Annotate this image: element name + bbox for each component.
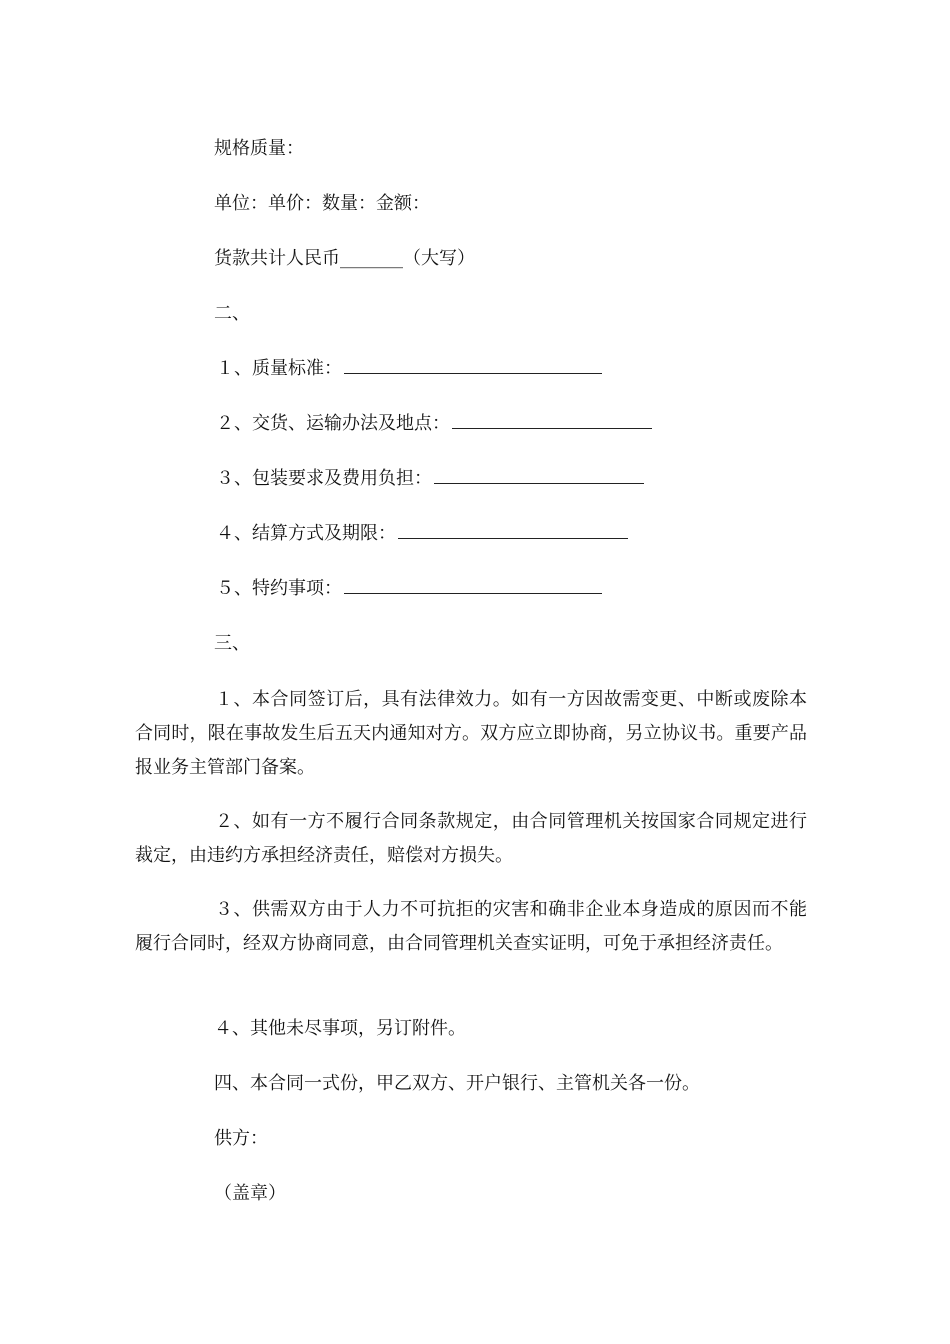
packaging-line xyxy=(214,467,644,491)
total-amount-prefix: 货款共计人民币 xyxy=(214,248,340,269)
total-amount-suffix: （大写） xyxy=(403,248,475,269)
unit-price-quantity-amount-label: 单位：单价：数量：金额： xyxy=(214,193,430,214)
total-amount-line xyxy=(214,247,475,271)
special-terms-line xyxy=(214,577,602,601)
settlement-blank xyxy=(398,522,628,539)
seal-label: （盖章） xyxy=(214,1183,286,1204)
delivery-method-blank xyxy=(452,412,652,429)
settlement-line xyxy=(214,522,628,546)
item-number: ５ xyxy=(216,578,234,599)
clause-paragraph: １、本合同签订后，具有法律效力。如有一方因故需变更、中断或废除本合同时，限在事故发生后五天内通知对方。双方应立即协商，另立协议书。重要产品报业务主管部门备案。 xyxy=(135,689,807,778)
packaging-blank xyxy=(434,467,644,484)
quality-standard-label: 、质量标准： xyxy=(234,358,342,379)
section-four-text: 四、本合同一式份，甲乙双方、开户银行、主管机关各一份。 xyxy=(214,1073,700,1094)
clause-paragraph: ２、如有一方不履行合同条款规定，由合同管理机关按国家合同规定进行裁定，由违约方承担经济责任，赔偿对方损失。 xyxy=(135,811,807,866)
clause-paragraph: ３、供需双方由于人力不可抗拒的灾害和确非企业本身造成的原因而不能履行合同时，经双方协商同意，由合同管理机关查实证明，可免于承担经济责任。 xyxy=(135,899,807,954)
item-number: ４ xyxy=(216,523,234,544)
section-three-heading: 三、 xyxy=(214,633,250,654)
delivery-method-line xyxy=(214,412,652,436)
item-number: ２ xyxy=(216,413,234,434)
section-two-heading: 二、 xyxy=(214,303,250,324)
spec-quality-label: 规格质量： xyxy=(214,138,304,159)
total-amount-blank: _______ xyxy=(340,248,403,269)
item-number: １ xyxy=(216,358,234,379)
special-terms-blank xyxy=(344,577,602,594)
delivery-method-label: 、交货、运输办法及地点： xyxy=(234,413,450,434)
item-number: ３ xyxy=(216,468,234,489)
special-terms-label: 、特约事项： xyxy=(234,578,342,599)
packaging-label: 、包装要求及费用负担： xyxy=(234,468,432,489)
clause-paragraph: ４、其他未尽事项，另订附件。 xyxy=(214,1018,466,1039)
quality-standard-line xyxy=(214,357,602,381)
supplier-label: 供方： xyxy=(214,1128,268,1149)
quality-standard-blank xyxy=(344,357,602,374)
settlement-label: 、结算方式及期限： xyxy=(234,523,396,544)
